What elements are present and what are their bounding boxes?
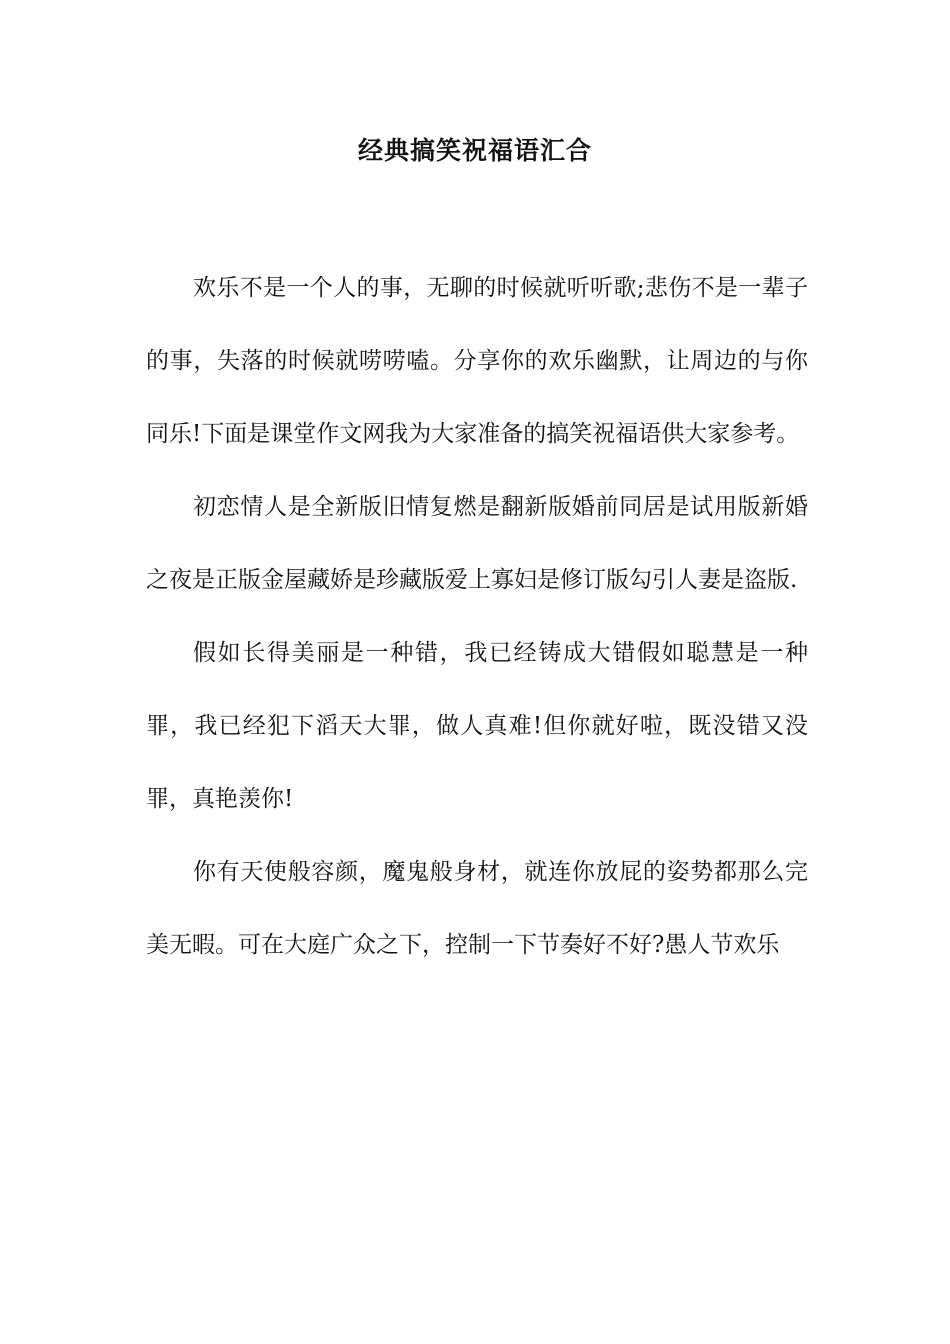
document-title: 经典搞笑祝福语汇合 bbox=[357, 136, 592, 165]
paragraph-beauty: 假如长得美丽是一种错，我已经铸成大错假如聪慧是一种罪，我已经犯下滔天大罪，做人真难!但你就好啦，既没错又没罪，真艳羡你! bbox=[146, 640, 808, 812]
paragraph-angel: 你有天使般容颜，魔鬼般身材，就连你放屁的姿势都那么完美无暇。可在大庭广众之下，控制一下节奏好不好?愚人节欢乐 bbox=[146, 859, 808, 958]
paragraph-first-love: 初恋情人是全新版旧情复燃是翻新版婚前同居是试用版新婚之夜是正版金屋藏娇是珍藏版爱上寡妇是修订版勾引人妻是盗版. bbox=[146, 494, 808, 593]
document-body bbox=[146, 252, 808, 982]
paragraph-intro: 欢乐不是一个人的事，无聊的时候就听听歌;悲伤不是一辈子的事，失落的时候就唠唠嗑。分享你的欢乐幽默，让周边的与你同乐!下面是课堂作文网我为大家准备的搞笑祝福语供大家参考。 bbox=[146, 275, 808, 447]
